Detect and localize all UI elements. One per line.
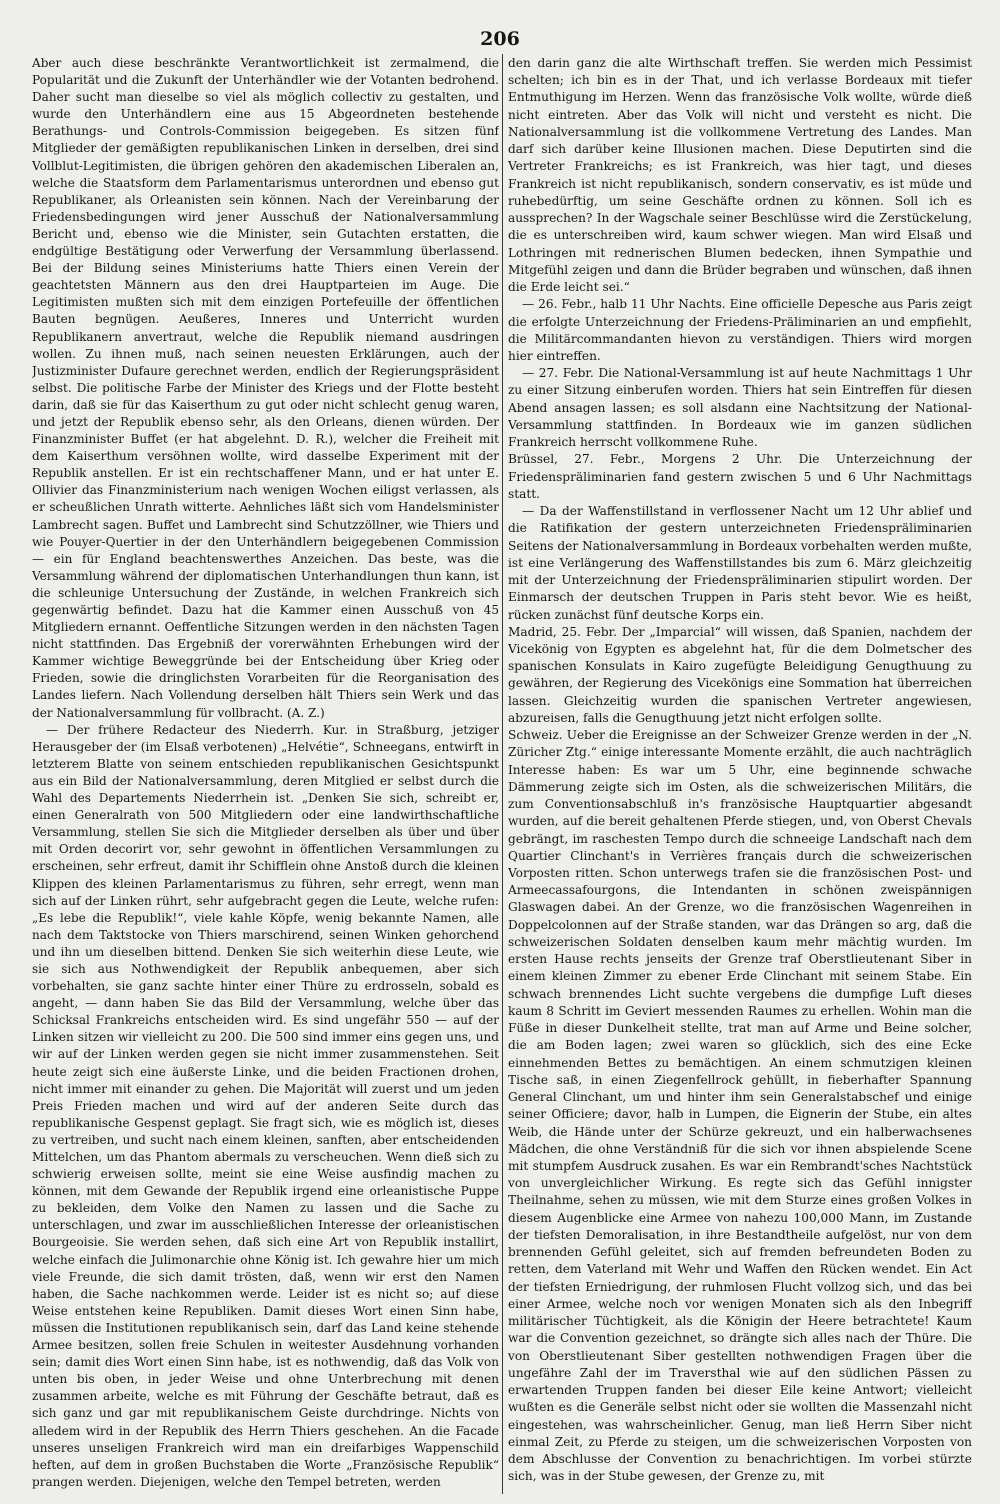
article-paragraph: Brüssel, 27. Febr., Morgens 2 Uhr. Die Unterzeichnung der Friedenspräliminarien fand gestern zwischen 5 und 6 Uhr Nachmittags statt. bbox=[508, 452, 972, 501]
article-paragraph: — Der frühere Redacteur des Niederrh. Kur. in Straßburg, jetziger Herausgeber der (im Elsaß verbotenen) „Helvétie“, Schneegans, entwirft in letzterem Blatte von seinem entschieden republikanischen Gesichtspunkt aus ein Bild der Nationalversammlung, deren Mitglied er selbst durch die Wahl des Departements Niederrhein ist. „Denken Sie sich, schreibt er, einen Generalrath von 500 Mitgliedern oder eine landwirthschaftliche Versammlung, stellen Sie sich die Mitglieder derselben als über und über mit Orden decorirt vor, sehr gewohnt in öffentlichen Versammlungen zu erscheinen, sehr erfreut, damit ihr Schifflein ohne Anstoß durch die kleinen Klippen des kleinen Parlamentarismus zu führen, sehr erregt, wenn man sich auf der Linken rührt, sehr aufgebracht gegen die Leute, welche rufen: „Es lebe die Republik!“, viele kahle Köpfe, wenig bekannte Namen, alle nach dem Taktstocke von Thiers marschirend, seinen Winken gehorchend und ihn um dieselben bittend. Denken Sie sich weiterhin diese Leute, wie sie sich aus Nothwendigkeit der Republik anbequemen, aber sich vorbehalten, sie ganz sachte hinter einer Thüre zu erdrosseln, sobald es angeht, — dann haben Sie das Bild der Versammlung, welche über das Schicksal Frankreichs entscheiden wird. Es sind ungefähr 550 — auf der Linken sitzen wir vielleicht zu 200. Die 500 sind immer eins gegen uns, und wir auf der Linken werden gegen sie nicht immer zusammenstehen. Seit heute zeigt sich eine äußerste Linke, und die beiden Fractionen drohen, nicht immer mit einander zu gehen. Die Majorität will zuerst und um jeden Preis Frieden machen und wird auf der anderen Seite durch das republikanische Gespenst geplagt. Sie fragt sich, wie es möglich ist, dieses zu vertreiben, und sucht nach einem kleinen, sanften, aber entscheidenden Mittelchen, um das Phantom abermals zu verscheuchen. Wenn dieß sich zu schwierig erweisen sollte, meint sie eine Weise ausfindig machen zu können, mit dem Gewande der Republik irgend eine orleanistische Puppe zu bekleiden, dem Volke den Namen zu lassen und die Sache zu unterschlagen, und zwar im ausschließlichen Interesse der orleanistischen Bourgeoisie. Sie werden sehen, daß sich eine Art von Republik installirt, welche einfach die Julimonarchie ohne König ist. Ich gewahre hier um mich viele Freunde, die sich damit trösten, daß, wenn wir erst den Namen haben, die Sache nachkommen werde. Leider ist es nicht so; auf diese Weise entstehen keine Republiken. Damit dieses Wort einen Sinn habe, müssen die Institutionen republikanisch sein, darf das Land keine stehende Armee besitzen, sollen freie Schulen in weitester Ausdehnung vorhanden sein; damit dies Wort einen Sinn habe, ist es nothwendig, daß das Volk von unten bis oben, in jeder Weise und ohne Unterbrechung mit denen zusammen arbeite, welche es mit Führung der Geschäfte betraut, daß es sich ganz und gar mit republikanischem Geiste durchdringe. Nichts von alledem wird in der Republik des Herrn Thiers geschehen. An die Facade unseres unseligen Frankreich wird man ein dreifarbiges Wappenschild heften, auf dem in großen Buchstaben die Worte „Französische Republik“ prangen werden. Diejenigen, welche den Tempel betreten, werden bbox=[32, 722, 499, 1489]
article-paragraph: Aber auch diese beschränkte Verantwortlichkeit ist zermalmend, die Popularität und die Zukunft der Unterhändler wie der Votanten bedrohend. Daher sucht man dieselbe so viel als möglich collectiv zu gestalten, und wurde den Unterhändlern eine aus 15 Abgeordneten bestehende Berathungs- und Controls-Commission beigegeben. Es sitzen fünf Mitglieder der gemäßigten republikanischen Linken in derselben, drei sind Vollblut-Legitimisten, die übrigen gehören den akademischen Liberalen an, welche die Staatsform dem Parlamentarismus unterordnen und ebenso gut Republikaner, als Orleanisten sein können. Nach der Vereinbarung der Friedensbedingungen wird jener Ausschuß der Nationalversammlung Bericht und, ebenso wie die Minister, sein Gutachten erstatten, die endgültige Bestätigung oder Verwerfung der Versammlung überlassend. Bei der Bildung seines Ministeriums hatte Thiers einen Verein der geachtetsten Männern aus den drei Hauptparteien im Auge. Die Legitimisten mußten sich mit dem einzigen Portefeuille der öffentlichen Bauten begnügen. Aeußeres, Inneres und Unterricht wurden Republikanern anvertraut, welche die Republik niemand ausdringen wollen. Zu ihnen muß, nach seinen neuesten Erklärungen, auch der Justizminister Dufaure gerechnet werden, endlich der Regierungspräsident selbst. Die politische Farbe der Minister des Kriegs und der Flotte besteht darin, daß sie für das Kaiserthum zu gut oder nicht schlecht genug waren, und jetzt der Republik ebenso sehr, als den Orleans, dienen würden. Der Finanzminister Buffet (er hat abgelehnt. D. R.), welcher die Freiheit mit dem Kaiserthum versöhnen wollte, wird dasselbe Experiment mit der Republik anstellen. Er ist ein rechtschaffener Mann, und er hat unter E. Ollivier das Finanzministerium nach wenigen Wochen eiligst verlassen, als er scheußlichen Unrath witterte. Aehnliches läßt sich vom Handelsminister Lambrecht sagen. Buffet und Lambrecht sind Schutzzöllner, wie Thiers und wie Pouyer-Quertier in der den Unterhändlern beigegebenen Commission — ein für England beachtenswerthes Anzeichen. Das beste, was die Versammlung während der diplomatischen Unterhandlungen thun kann, ist die schleunige Untersuchung der Zustände, in welchen Frankreich sich gegenwärtig befindet. Dazu hat die Kammer einen Ausschuß von 45 Mitgliedern ernannt. Oeffentliche Sitzungen werden in den nächsten Tagen nicht stattfinden. Das Ergebniß der vorerwähnten Erhebungen wird der Kammer wichtige Beweggründe bei der Entscheidung über Krieg oder Frieden, sowie die dringlichsten Vorarbeiten für die Reorganisation des Landes liefern. Nach Vollendung derselben hält Thiers sein Werk und das der Nationalversammlung für vollbracht. (A. Z.) bbox=[32, 56, 499, 720]
left-column bbox=[32, 55, 499, 1495]
article-paragraph: den darin ganz die alte Wirthschaft treffen. Sie werden mich Pessimist schelten; ich bin es in der That, und ich verlasse Bordeaux mit tiefer Entmuthigung im Herzen. Wenn das französische Volk wollte, würde dieß nicht eintreten. Aber das Volk will nicht und versteht es nicht. Die Nationalversammlung ist die vollkommene Vertretung des Landes. Man darf sich darüber keine Illusionen machen. Diese Deputirten sind die Vertreter Frankreichs; es ist Frankreich, was hier tagt, und dieses Frankreich ist nicht republikanisch, sondern conservativ, es ist müde und ruhebedürftig, um seine Geschäfte ordnen zu können. Soll ich es aussprechen? In der Wagschale seiner Beschlüsse wird die Zerstückelung, die es unterschreiben wird, kaum schwer wiegen. Man wird Elsaß und Lothringen mit rednerischen Blumen bedecken, ihnen Sympathie und Mitgefühl zeigen und dann die Brüder begraben und wünschen, daß ihnen die Erde leicht sei.“ bbox=[508, 56, 972, 295]
article-paragraph: — Da der Waffenstillstand in verflossener Nacht um 12 Uhr ablief und die Ratifikation der gestern unterzeichneten Friedenspräliminarien Seitens der Nationalversammlung in Bordeaux vorbehalten werden mußte, ist eine Verlängerung des Waffenstillstandes bis zum 6. März gleichzeitig mit der Unterzeichnung der Friedenspräliminarien stipulirt worden. Der Einmarsch der deutschen Truppen in Paris steht bevor. Wie es heißt, rücken zunächst fünf deutsche Korps ein. bbox=[508, 504, 972, 622]
article-paragraph: — 27. Febr. Die National-Versammlung ist auf heute Nachmittags 1 Uhr zu einer Sitzung einberufen worden. Thiers hat sein Eintreffen für diesen Abend ansagen lassen; es soll alsdann eine Nachtsitzung der National-Versammlung stattfinden. In Bordeaux wie im ganzen südlichen Frankreich herrscht vollkommene Ruhe. bbox=[508, 366, 972, 450]
page-number: 206 bbox=[480, 28, 520, 50]
right-column bbox=[508, 55, 972, 1495]
article-paragraph: Madrid, 25. Febr. Der „Imparcial“ will wissen, daß Spanien, nachdem der Vicekönig von Egypten es abgelehnt hat, für die dem Dolmetscher des spanischen Konsulats in Kairo zugefügte Beleidigung Genugthuung zu gewähren, der Regierung des Vicekönigs eine Sommation hat überreichen lassen. Gleichzeitig wurden die spanischen Vertreter angewiesen, abzureisen, falls die Genugthuung jetzt nicht erfolgen sollte. bbox=[508, 624, 972, 725]
article-paragraph: Schweiz. Ueber die Ereignisse an der Schweizer Grenze werden in der „N. Züricher Ztg.“ einige interessante Momente erzählt, die auch nachträglich Interesse haben: Es war um 5 Uhr, eine beginnende schwache Dämmerung zeigte sich im Osten, als die schweizerischen Militärs, die zum Conventionsabschluß in's französische Hauptquartier abgesandt wurden, auf die bereit gehaltenen Pferde stiegen, und, von Oberst Chevals gebrängt, im raschesten Tempo durch die schneeige Landschaft nach dem Quartier Clinchant's in Verrières français durch die schweizerischen Vorposten ritten. Schon unterwegs trafen sie die französischen Post- und Armeecassafourgons, die Intendanten in schönen zweispännigen Glaswagen dabei. An der Grenze, wo die französischen Wagenreihen in Doppelcolonnen auf der Straße standen, war das Drängen so arg, daß die schweizerischen Soldaten denselben kaum mehr mächtig wurden. Im ersten Hause rechts jenseits der Grenze traf Oberstlieutenant Siber in einem kleinen Zimmer zu ebener Erde Clinchant mit seinem Stabe. Ein schwach brennendes Licht suchte vergebens die dumpfige Luft dieses kaum 8 Schritt im Geviert messenden Raumes zu erhellen. Wohin man die Füße in dieser Dunkelheit stellte, trat man auf Arme und Beine solcher, die am Boden lagen; zwei waren so glücklich, sich des eine Ecke einnehmenden Bettes zu bemächtigen. An einem schmutzigen kleinen Tische saß, in einen Ziegenfellrock gehüllt, in fieberhafter Spannung General Clinchant, um und hinter ihm sein Generalstabschef und einige seiner Officiere; davor, halb in Lumpen, die Eignerin der Stube, ein altes Weib, die Hände unter der Schürze gekreuzt, und ein halberwachsenes Mädchen, die ohne Verständniß für die sich vor ihnen abspielende Scene mit stumpfem Ausdruck zusahen. Es war ein Rembrandt'sches Nachtstück von unvergleichlicher Wirkung. Es regte sich das Gefühl innigster Theilnahme, sehen zu müssen, wie mit dem Sturze eines großen Volkes in diesem Augenblicke eine Armee von nahezu 100,000 Mann, im Zustande der tiefsten Demoralisation, in ihre Bestandtheile aufgelöst, nur von dem brennenden Gefühl geleitet, sich auf fremden befreundeten Boden zu retten, dem Vaterland mit Wehr und Waffen den Rücken wendet. Ein Act der tiefsten Erniedrigung, der ruhmlosen Flucht vollzog sich, und das bei einer Armee, welche noch vor wenigen Monaten sich als den Inbegriff militärischer Tüchtigkeit, als die Königin der Heere betrachtete! Kaum war die Convention gezeichnet, so drängte sich alles nach der Thüre. Die von Oberstlieutenant Siber gestellten nothwendigen Fragen über die ungefähre Zahl der im Traversthal wie auf den südlichen Pässen zu erwartenden Truppen fanden bei dieser Eile keine Antwort; vielleicht wußten es die Generäle selbst nicht oder sie wollten die Massenzahl nicht eingestehen, was wahrscheinlicher. Genug, man ließ Herrn Siber nicht einmal Zeit, zu Pferde zu steigen, um die schweizerischen Vorposten von dem Abschlusse der Convention zu benachrichtigen. Im vorbei stürzte sich, was in der Stube gewesen, der Grenze zu, mit bbox=[508, 728, 972, 1484]
column-divider bbox=[502, 54, 503, 1494]
article-paragraph: — 26. Febr., halb 11 Uhr Nachts. Eine officielle Depesche aus Paris zeigt die erfolgte Unterzeichnung der Friedens-Präliminarien an und empfiehlt, die Militärcommandanten hievon zu verständigen. Thiers wird morgen hier eintreffen. bbox=[508, 297, 972, 363]
